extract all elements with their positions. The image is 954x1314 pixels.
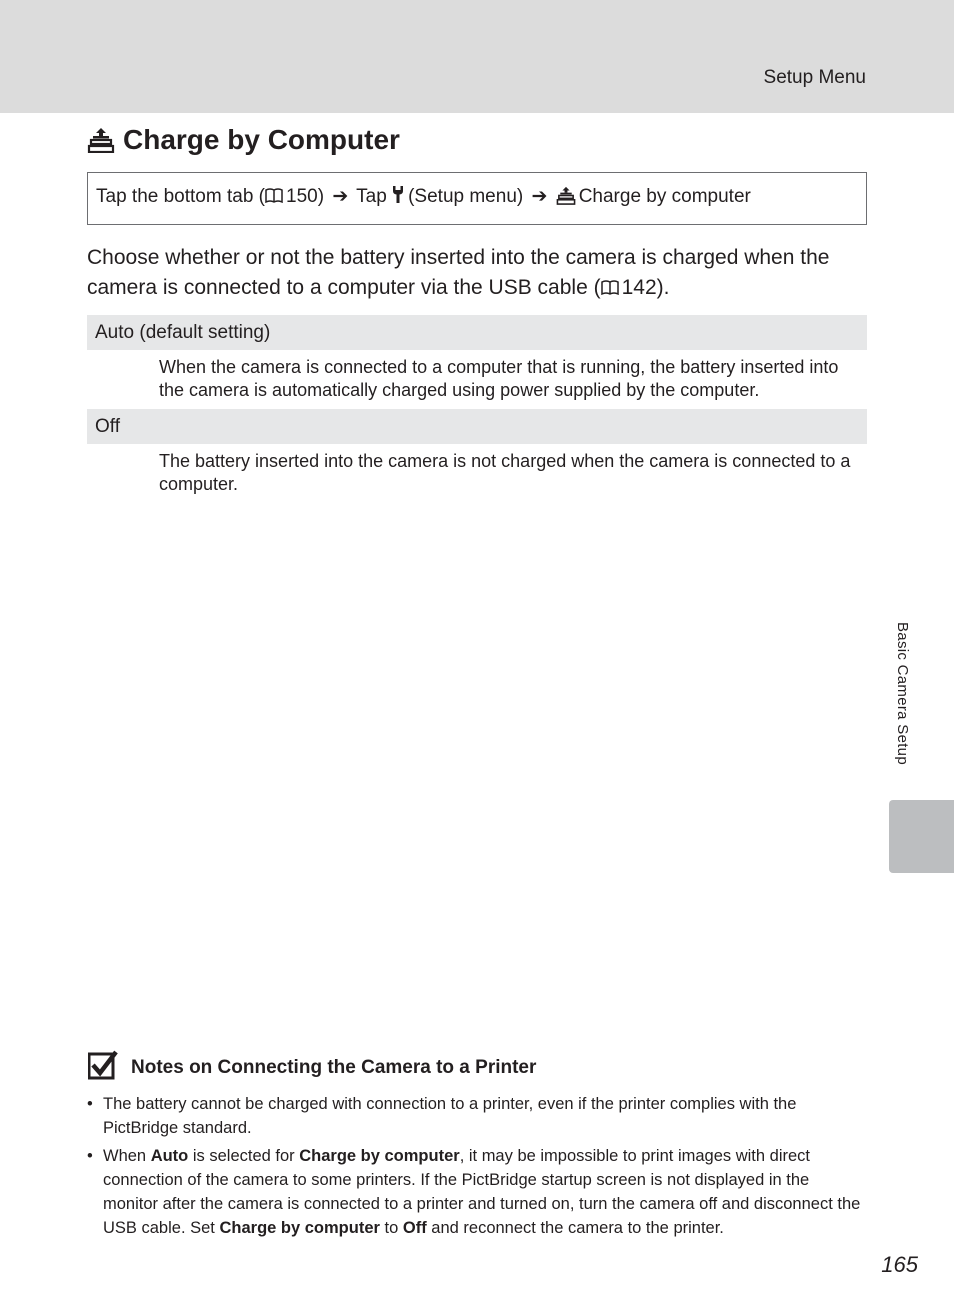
- navigation-path: [87, 172, 867, 225]
- chapter-tab: [889, 800, 954, 873]
- note-bold: Auto: [150, 1147, 189, 1165]
- list-item: [87, 1144, 867, 1240]
- nav-text: (Setup menu): [408, 186, 524, 207]
- notes-title: Notes on Connecting the Camera to a Printer: [131, 1057, 537, 1078]
- header-band: [0, 0, 954, 113]
- note-text: is selected for: [188, 1147, 300, 1165]
- wrench-icon: [392, 185, 404, 204]
- list-item: • The battery cannot be charged with connection to a printer, even if the printer complies with the PictBridge standard.: [87, 1092, 867, 1140]
- nav-page-ref: 150: [286, 186, 318, 207]
- note-text: , it may be impossible to print images with direct connection of the camera to some printers. If the PictBridge startup screen is not displayed in the monitor after the camera is connected to a printer and turned on, turn the camera off and disconnect the USB cable. Set: [103, 1147, 861, 1237]
- intro-page-ref: 142: [621, 276, 657, 299]
- note-text: and reconnect the camera to the printer.: [426, 1219, 724, 1237]
- option-off-description: The battery inserted into the camera is not charged when the camera is connected to a computer.: [159, 451, 851, 494]
- checkmark-note-icon: [88, 1050, 118, 1080]
- page-number: 165: [881, 1252, 918, 1277]
- book-icon: [265, 188, 283, 203]
- note-text: to: [379, 1219, 403, 1237]
- page-title-text: Charge by Computer: [123, 124, 400, 155]
- option-off-heading: Off: [87, 409, 867, 444]
- note-bold: Charge by computer: [219, 1219, 380, 1237]
- intro-text: ).: [656, 276, 670, 299]
- nav-text: ): [317, 186, 325, 207]
- notes-list: [87, 1092, 867, 1244]
- book-icon: [601, 280, 619, 295]
- option-auto-description: When the camera is connected to a computer that is running, the battery inserted into the camera is automatically charged using power supplied by the computer.: [159, 357, 839, 400]
- note-bold: Off: [402, 1219, 427, 1237]
- section-label: Setup Menu: [763, 67, 866, 88]
- arrow-right-icon: ➔: [332, 186, 349, 207]
- usb-charge-icon: [87, 127, 115, 153]
- nav-text: Charge by computer: [578, 186, 751, 207]
- chapter-label: Basic Camera Setup: [894, 622, 911, 765]
- page-title: [87, 124, 400, 156]
- note-bold: Charge by computer: [299, 1147, 460, 1165]
- option-auto-heading: Auto (default setting): [87, 315, 867, 350]
- nav-text: Tap the bottom tab (: [96, 186, 265, 207]
- note-text: When: [103, 1147, 151, 1165]
- nav-text: Tap: [356, 186, 387, 207]
- usb-charge-icon: [556, 186, 576, 205]
- arrow-right-icon: ➔: [531, 186, 548, 207]
- intro-text: Choose whether or not the battery inserted into the camera is charged when the camera is connected to a computer via the USB cable (: [87, 246, 830, 299]
- intro-paragraph: [87, 243, 867, 303]
